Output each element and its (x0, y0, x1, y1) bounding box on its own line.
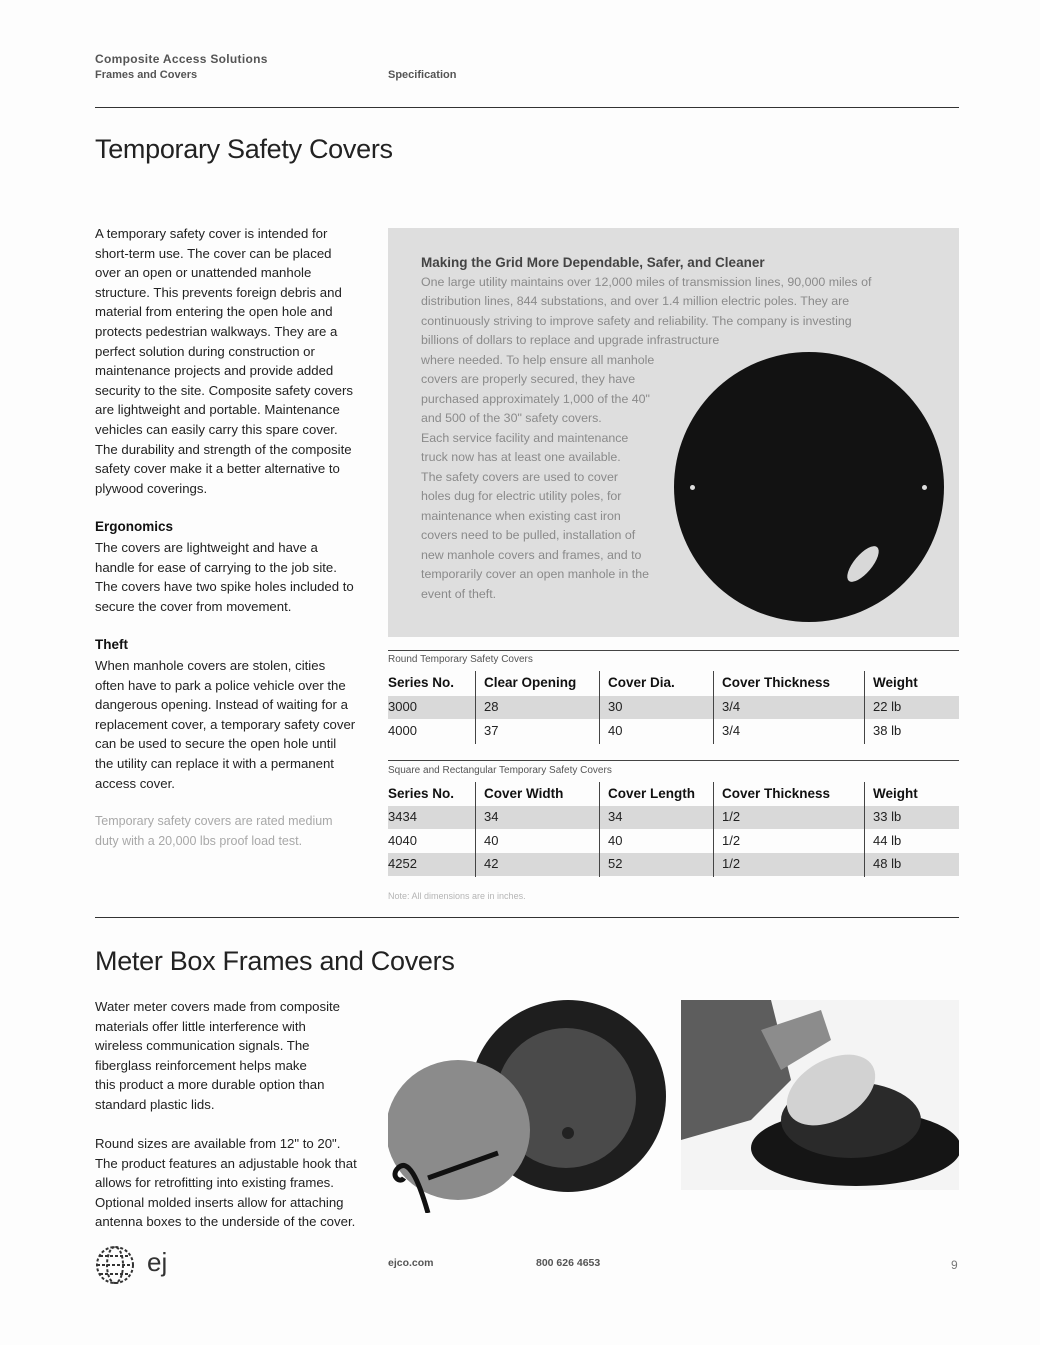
loose-lid (388, 1060, 530, 1200)
meter-line: Optional molded inserts allow for attaching (95, 1194, 344, 1210)
table-header: Cover Thickness (722, 786, 831, 801)
intro-line: maintenance projects and provide added (95, 363, 334, 379)
table-top-rule (388, 760, 959, 761)
table-cell: 34 (608, 809, 623, 824)
logo-text: ej (147, 1247, 168, 1277)
column-divider (864, 782, 865, 877)
callout-line: where needed. To help ensure all manhole (421, 353, 655, 367)
header-doc-type: Specification (388, 69, 457, 81)
theft-line: often have to park a police vehicle over the (95, 677, 346, 693)
footer-phone: 800 626 4653 (536, 1257, 601, 1269)
theft-line: When manhole covers are stolen, cities (95, 658, 326, 673)
theft-line: can be used to secure the open hole until (95, 736, 337, 752)
callout-line: and 500 of the 30" safety covers. (421, 411, 602, 425)
theft-line: access cover. (95, 775, 175, 791)
callout-title: Making the Grid More Dependable, Safer, and Cleaner (421, 255, 765, 270)
table-cell: 4040 (388, 833, 417, 848)
ergonomics-paragraph (95, 538, 380, 616)
callout-line: The safety covers are used to cover (421, 470, 618, 484)
intro-line: structure. This prevents foreign debris and (95, 284, 342, 300)
column-divider (599, 782, 600, 877)
callout-line: Each service facility and maintenance (421, 431, 629, 445)
column-divider (475, 671, 476, 744)
table-cell: 38 lb (873, 723, 902, 738)
table-header: Series No. (388, 675, 455, 690)
callout-box (388, 228, 959, 637)
table-caption: Square and Rectangular Temporary Safety Covers (388, 765, 612, 776)
table-cell: 3434 (388, 809, 417, 824)
table-top-rule (388, 650, 959, 651)
intro-line: protects pedestrian walkways. They are a (95, 323, 338, 339)
table-header: Weight (873, 786, 918, 801)
rating-line: Temporary safety covers are rated medium (95, 814, 333, 828)
header-section: Frames and Covers (95, 69, 198, 81)
meter-paragraph-2 (95, 1134, 385, 1232)
intro-line: A temporary safety cover is intended for (95, 226, 328, 241)
table-cell: 3/4 (722, 699, 741, 714)
square-table (388, 760, 959, 878)
intro-line: perfect solution during construction or (95, 343, 315, 359)
column-divider (599, 671, 600, 744)
table-cell: 40 (608, 833, 623, 848)
intro-line: The durability and strength of the composite (95, 441, 352, 457)
intro-line: plywood coverings. (95, 480, 208, 496)
callout-line: One large utility maintains over 12,000 miles of transmission lines, 90,000 miles of (421, 275, 872, 289)
column-divider (475, 782, 476, 877)
ergonomics-line: secure the cover from movement. (95, 598, 292, 614)
intro-line: short-term use. The cover can be placed (95, 245, 332, 261)
intro-line: vehicles can easily carry this spare cover. (95, 421, 338, 437)
table-cell: 3000 (388, 699, 417, 714)
column-divider (864, 671, 865, 744)
theft-line: dangerous opening. Instead of waiting for a (95, 697, 348, 713)
table-cell: 4252 (388, 856, 417, 871)
dimensions-note: Note: All dimensions are in inches. (388, 891, 526, 901)
table-cell: 42 (484, 856, 499, 871)
footer-website[interactable]: ejco.com (388, 1257, 434, 1269)
meter-line: fiberglass reinforcement helps make (95, 1057, 307, 1073)
meter-line: materials offer little interference with (95, 1018, 306, 1034)
callout-line: maintenance when existing cast iron (421, 509, 621, 523)
table-cell: 40 (608, 723, 623, 738)
table-caption: Round Temporary Safety Covers (388, 654, 533, 665)
intro-line: security to the site. Composite safety covers (95, 382, 353, 398)
theft-line: replacement cover, a temporary safety cover (95, 716, 356, 732)
meter-line: allows for retrofitting into existing frames. (95, 1175, 334, 1191)
table-cell: 30 (608, 699, 623, 714)
table-header: Series No. (388, 786, 455, 801)
table-cell: 28 (484, 699, 499, 714)
meter-line: antenna boxes to the underside of the cover. (95, 1214, 356, 1230)
meter-paragraph-1 (95, 997, 380, 1115)
callout-line: event of theft. (421, 587, 497, 601)
column-divider (713, 671, 714, 744)
theft-heading: Theft (95, 637, 128, 652)
intro-line: over an open or unattended manhole (95, 265, 312, 281)
table-header: Cover Length (608, 786, 696, 801)
table-cell: 37 (484, 723, 499, 738)
callout-line: covers are properly secured, they have (421, 372, 636, 386)
ergonomics-line: The covers are lightweight and have a (95, 540, 318, 555)
meter-line: Round sizes are available from 12" to 20". (95, 1136, 341, 1151)
meter-line: wireless communication signals. The (95, 1038, 310, 1054)
table-cell: 1/2 (722, 833, 741, 848)
meter-line: standard plastic lids. (95, 1096, 215, 1112)
column-divider (713, 782, 714, 877)
table-cell: 44 lb (873, 833, 902, 848)
table-cell: 22 lb (873, 699, 902, 714)
spike-hole-left (690, 485, 695, 490)
section-title-temporary: Temporary Safety Covers (95, 134, 393, 164)
header-brand: Composite Access Solutions (95, 52, 268, 66)
table-header: Cover Thickness (722, 675, 831, 690)
rating-note (95, 812, 375, 851)
table-cell: 52 (608, 856, 623, 871)
callout-line: purchased approximately 1,000 of the 40" (421, 392, 650, 406)
installation-photo (681, 1000, 959, 1190)
page-number: 9 (951, 1258, 958, 1272)
ej-globe-logo-icon (95, 1245, 135, 1285)
intro-line: are lightweight and portable. Maintenance (95, 402, 340, 418)
ergonomics-heading: Ergonomics (95, 519, 174, 534)
callout-line: distribution lines, 844 substations, and over 1.4 million electric poles. They are (421, 294, 850, 308)
meter-line: this product a more durable option than (95, 1077, 325, 1093)
ergonomics-line: handle for ease of carrying to the job site. (95, 559, 337, 575)
intro-line: safety cover make it a better alternative to (95, 461, 340, 477)
table-cell: 3/4 (722, 723, 741, 738)
callout-line: billions of dollars to replace and upgrade infrastructure (421, 333, 720, 347)
table-cell: 34 (484, 809, 499, 824)
table-header: Clear Opening (484, 675, 577, 690)
table-header: Cover Width (484, 786, 564, 801)
table-cell: 4000 (388, 723, 417, 738)
table-cell: 1/2 (722, 809, 741, 824)
callout-line: truck now has at least one available. (421, 450, 621, 464)
safety-cover-photo (674, 352, 944, 622)
table-cell: 48 lb (873, 856, 902, 871)
theft-paragraph (95, 656, 380, 793)
section-title-meter: Meter Box Frames and Covers (95, 946, 455, 976)
header-rule (95, 107, 959, 108)
callout-line: temporarily cover an open manhole in the (421, 567, 649, 581)
callout-line: continuously striving to improve safety and reliability. The company is investing (421, 314, 852, 328)
meter-box-photo (388, 998, 668, 1213)
ergonomics-line: The covers have two spike holes included to (95, 579, 354, 595)
lid-hole (562, 1127, 574, 1139)
round-table (388, 650, 959, 745)
meter-line: The product features an adjustable hook that (95, 1155, 357, 1171)
theft-line: the utility can replace it with a permanent (95, 755, 334, 771)
handle-slot (842, 541, 884, 586)
table-header: Weight (873, 675, 918, 690)
intro-line: material from entering the open hole and (95, 304, 333, 320)
callout-line: new manhole covers and frames, and to (421, 548, 642, 562)
table-cell: 33 lb (873, 809, 902, 824)
table-header: Cover Dia. (608, 675, 675, 690)
callout-line: covers need to be pulled, installation of (421, 528, 636, 542)
meter-line: Water meter covers made from composite (95, 999, 341, 1014)
section-rule (95, 917, 959, 918)
table-cell: 1/2 (722, 856, 741, 871)
spike-hole-right (922, 485, 927, 490)
intro-paragraph (95, 224, 380, 498)
rating-line: duty with a 20,000 lbs proof load test. (95, 833, 303, 848)
table-cell: 40 (484, 833, 499, 848)
callout-line: holes dug for electric utility poles, for (421, 489, 622, 503)
